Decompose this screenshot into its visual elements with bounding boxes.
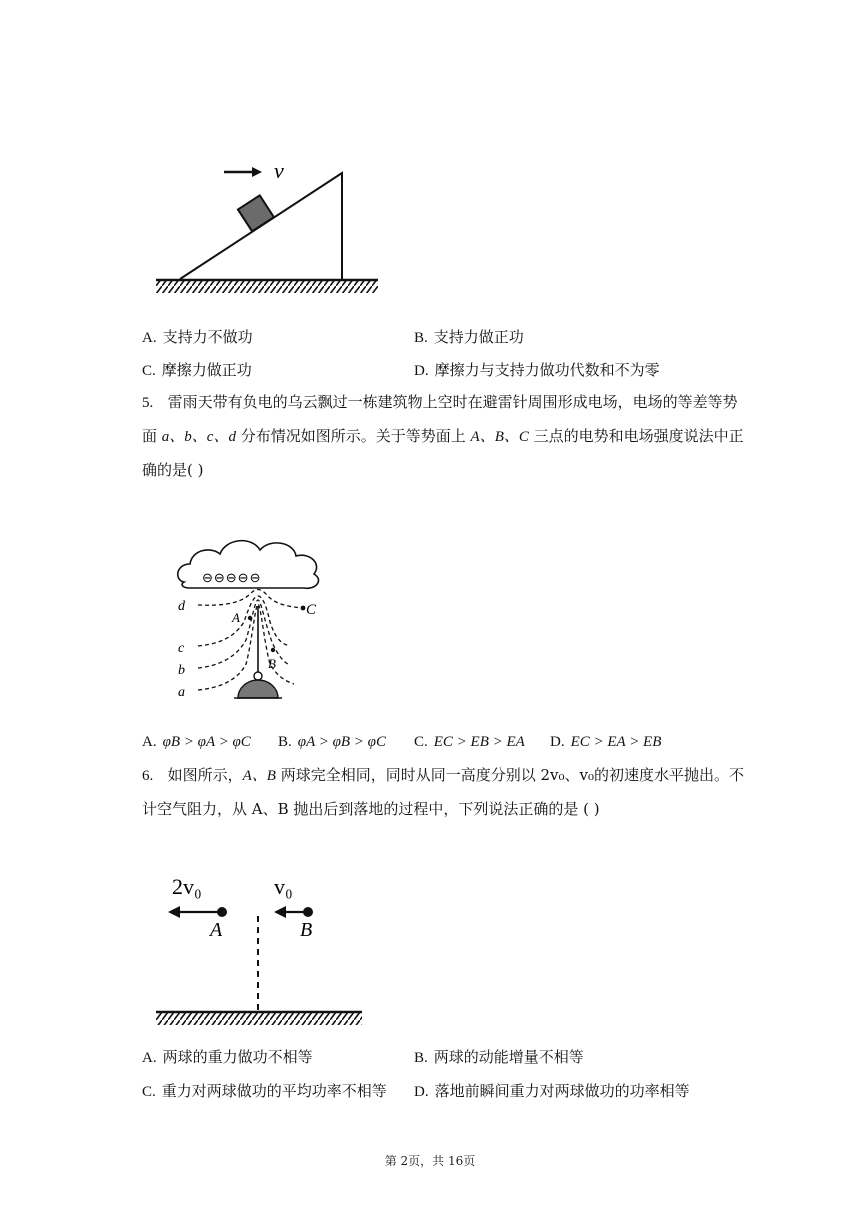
ball-label-b: B [300,919,313,941]
q5-line-2: 面 a、b、c、d 分布情况如图所示。关于等势面上 A、B、C 三点的电势和电场强度说法中正 [142,427,744,445]
lightning-rod-figure [170,528,350,708]
q5-line-3: 确的是( ) [142,461,204,479]
point-label-b: B [268,656,276,671]
q5-option-b: B. φA > φB > φC [278,734,386,750]
q5-option-c: C. EC > EB > EA [414,734,525,750]
q4-option-c: C. 摩擦力做正功 [142,361,252,379]
surface-label-d: d [178,599,185,614]
q5-line-1: 5. 雷雨天带有负电的乌云飘过一栋建筑物上空时在避雷针周围形成电场，电场的等差等势 [142,393,738,411]
ball-label-a: A [210,919,223,941]
velocity-label: v [274,158,284,183]
label-v0: v₀ [274,874,293,899]
point-label-a: A [232,610,240,625]
point-label-c: C [306,602,317,618]
q4-option-b: B. 支持力做正功 [414,328,524,346]
q6-stem [142,759,762,826]
surface-label-c: c [178,641,185,656]
surface-label-a: a [178,685,185,700]
incline-figure [150,158,390,298]
q6-option-b: B. 两球的动能增量不相等 [414,1048,584,1066]
q5-stem [142,386,762,487]
q6-option-a: A. 两球的重力做功不相等 [142,1048,313,1066]
label-2v0: 2v₀ [172,874,202,899]
q4-option-d: D. 摩擦力与支持力做功代数和不为零 [414,361,660,379]
q6-option-d: D. 落地前瞬间重力对两球做功的功率相等 [414,1082,690,1100]
page-footer: 第 2页，共 16页 [384,1154,476,1168]
q6-line-1: 6. 如图所示，A、B 两球完全相同，同时从同一高度分别以 2v₀、v₀的初速度水平抛出。不 [142,766,744,784]
projectile-figure [150,868,370,1032]
surface-label-b: b [178,663,185,678]
q6-option-c: C. 重力对两球做功的平均功率不相等 [142,1082,387,1100]
q5-option-a: A. φB > φA > φC [142,734,251,750]
q6-line-2: 计空气阻力，从 A、B 抛出后到落地的过程中，下列说法正确的是 ( ) [142,800,600,818]
q5-option-d: D. EC > EA > EB [550,734,662,750]
cloud-charges: ⊖⊖⊖⊖⊖ [202,570,262,585]
q4-option-a: A. 支持力不做功 [142,328,253,346]
